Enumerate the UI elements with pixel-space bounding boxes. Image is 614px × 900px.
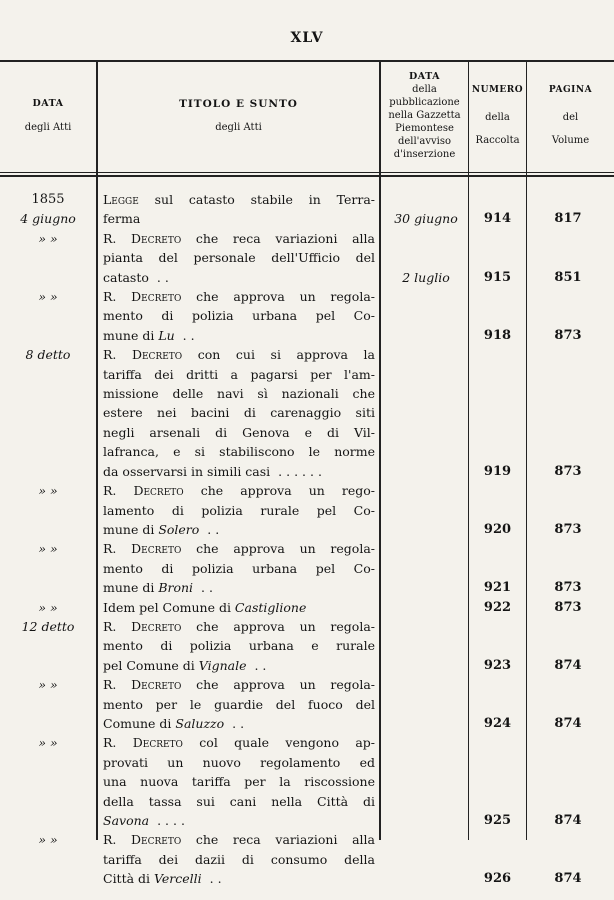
entry-title-line: missione delle navi sì nazionali che	[103, 386, 375, 402]
header-title	[98, 64, 379, 168]
entry-title-line: R. Decreto che approva un rego-	[103, 483, 375, 499]
entries-list	[0, 190, 614, 889]
entry-title-line: pel Comune di Vignale ..	[103, 657, 271, 673]
entry-title-line: tariffa dei dazii di consumo della	[103, 851, 375, 867]
entry-title-line: Legge sul catasto stabile in Terra-	[103, 192, 375, 207]
header-publication-line: Piemontese	[395, 123, 454, 135]
entry-number: 922	[483, 599, 512, 615]
entry-title-line: R. Decreto che approva un regola-	[103, 677, 376, 693]
entry-publication-date: 2 luglio	[402, 269, 450, 285]
entry-date: » »	[38, 230, 58, 246]
entry-title-line: R. Decreto che approva un regola-	[103, 618, 376, 634]
table-row	[0, 733, 614, 830]
entry-title-line: Idem pel Comune di Castiglione	[103, 599, 307, 615]
entry-title-line: ferma	[103, 211, 141, 227]
header-publication-line: d'inserzione	[393, 149, 456, 161]
entry-title	[103, 190, 375, 229]
entry-date: » »	[38, 289, 58, 305]
entry-number: 923	[483, 657, 512, 673]
entry-number: 914	[483, 211, 512, 227]
entry-number: 921	[483, 580, 512, 596]
entry-title-line: una nuova tariffa per la riscossione	[103, 774, 375, 790]
entry-number: 924	[483, 715, 512, 731]
entry-page: 874	[554, 657, 582, 673]
header-number-sub2: Raccolta	[475, 134, 520, 146]
entry-title-line: mento di polizia urbana pel Co-	[103, 308, 375, 324]
entry-title-line: da osservarsi in simili casi ......	[103, 463, 326, 479]
header-bottom-rule-2	[0, 175, 614, 177]
running-head: XLV	[290, 30, 324, 46]
entry-title-line: mento di polizia urbana e rurale	[103, 638, 375, 654]
entry-title-line: tariffa dei dritti a pagarsi per l'am-	[103, 366, 375, 382]
entry-number: 919	[483, 463, 512, 479]
entry-page: 873	[554, 463, 582, 479]
entry-date: » »	[38, 541, 58, 557]
entry-page: 873	[554, 599, 582, 615]
header-publication	[381, 64, 468, 168]
entry-page: 874	[554, 812, 582, 828]
table-top-rule	[0, 60, 614, 62]
entry-title-line: R. Decreto che approva un regola-	[103, 541, 376, 557]
header-page-sub1: del	[562, 111, 579, 123]
entry-title	[103, 229, 375, 287]
entry-title-line: mune di Solero ..	[103, 521, 224, 537]
header-publication-line: DATA	[408, 70, 440, 82]
entry-number: 920	[483, 521, 512, 537]
entry-title-line: mento per le guardie del fuoco del	[103, 696, 375, 712]
entry-title	[103, 733, 375, 830]
entry-title	[103, 598, 375, 617]
entry-date: » »	[38, 735, 58, 751]
header-page-sub2: Volume	[551, 134, 590, 146]
entry-page: 817	[554, 211, 582, 227]
table-row	[0, 345, 614, 481]
entry-title	[103, 675, 375, 733]
entry-title-line: della tassa sui cani nella Città di	[103, 793, 375, 809]
header-publication-line: della	[412, 84, 437, 96]
entry-page: 873	[554, 580, 582, 596]
table-row	[0, 287, 614, 345]
header-number-title: NUMERO	[471, 85, 524, 96]
table-row	[0, 539, 614, 597]
entry-number: 915	[483, 269, 512, 285]
entry-date: 8 detto	[25, 347, 71, 363]
header-bottom-rule	[0, 172, 614, 173]
entry-date: » »	[38, 599, 58, 615]
entry-title-line: estere nei bacini di carenaggio siti	[103, 405, 375, 421]
entry-page: 851	[554, 269, 582, 285]
entry-title	[103, 345, 375, 481]
header-title-sub: degli Atti	[215, 122, 262, 134]
entry-title-line: lamento di polizia rurale pel Co-	[103, 502, 375, 518]
entry-title-line: Comune di Saluzzo ..	[103, 715, 249, 731]
entry-title-line: R. Decreto con cui si approva la	[103, 347, 376, 363]
entry-title-line: R. Decreto che reca variazioni alla	[103, 230, 376, 246]
header-date-sub: degli Atti	[24, 121, 72, 133]
header-publication-line: dell'avviso	[397, 136, 452, 148]
entry-title	[103, 539, 375, 597]
entry-title-line: negli arsenali di Genova e di Vil-	[103, 424, 375, 440]
entry-title-line: mento di polizia urbana pel Co-	[103, 560, 375, 576]
entry-publication-date: 30 giugno	[394, 211, 458, 227]
entry-page: 874	[554, 871, 582, 887]
entry-number: 918	[483, 327, 512, 343]
header-title-title: TITOLO E SUNTO	[179, 97, 298, 110]
entry-title-line: lafranca, e si stabiliscono le norme	[103, 444, 375, 460]
table-row	[0, 830, 614, 888]
entry-page: 873	[554, 327, 582, 343]
entry-date: » »	[38, 677, 58, 693]
table-row	[0, 229, 614, 287]
entry-title-line: Città di Vercelli ..	[103, 871, 226, 887]
entry-title	[103, 481, 375, 539]
entry-title-line: R. Decreto che approva un regola-	[103, 289, 376, 305]
table-row	[0, 481, 614, 539]
entry-date: » »	[38, 483, 58, 499]
entry-title	[103, 617, 375, 675]
header-page	[527, 64, 614, 168]
entry-number: 925	[483, 812, 512, 828]
entry-title-line: catasto ..	[103, 269, 173, 285]
entry-title-line: R. Decreto che reca variazioni alla	[103, 832, 376, 848]
entry-page: 873	[554, 521, 582, 537]
entry-title-line: mune di Lu ..	[103, 327, 199, 343]
header-date-title: DATA	[32, 98, 64, 110]
header-publication-line: nella Gazzetta	[388, 110, 461, 122]
entry-page: 874	[554, 715, 582, 731]
entry-title-line: provati un nuovo regolamento ed	[103, 754, 375, 770]
entry-date: » »	[38, 832, 58, 848]
entry-date: 12 detto	[21, 618, 75, 634]
header-date	[0, 64, 96, 168]
entry-title-line: R. Decreto col quale vengono ap-	[103, 735, 376, 751]
entry-number: 926	[483, 871, 512, 887]
table-row	[0, 617, 614, 675]
entry-title	[103, 287, 375, 345]
header-publication-line: pubblicazione	[389, 97, 460, 109]
header-number-sub1: della	[485, 111, 510, 123]
header-number	[469, 64, 526, 168]
entry-date: 1855 4 giugno	[20, 192, 76, 227]
entry-title-line: Savona ....	[103, 813, 189, 828]
entry-title	[103, 830, 375, 888]
header-page-title: PAGINA	[548, 85, 593, 96]
table-row	[0, 190, 614, 229]
entry-title-line: mune di Broni ..	[103, 580, 217, 596]
entry-title-line: pianta del personale dell'Ufficio del	[103, 250, 375, 266]
table-row	[0, 598, 614, 617]
table-row	[0, 675, 614, 733]
